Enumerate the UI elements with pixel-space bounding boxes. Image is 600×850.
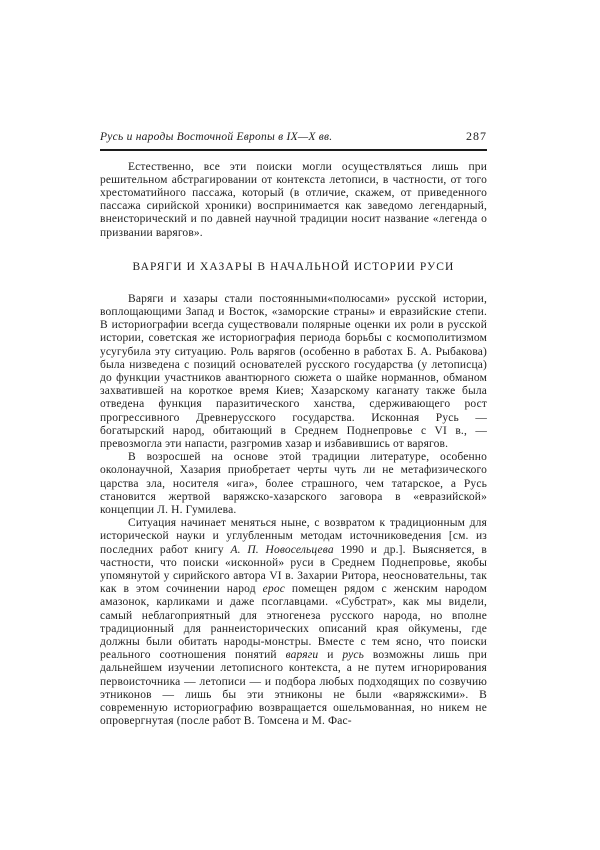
text-segment: Естественно, все эти поиски могли осуществляться лишь при решительном абстрагировании от контекста летописи, в частности, от того хрестоматийного пассажа, который (в отличие, скажем, от приведенного пассажа сирийской хроники) воспринимается как заведомо легендарный, внеисторический и по давней научной традиции носит название «легенда о призвании варягов». <box>100 160 487 239</box>
body-paragraph <box>100 517 487 728</box>
italic-text-segment: ерос <box>262 583 285 596</box>
section-heading: ВАРЯГИ И ХАЗАРЫ В НАЧАЛЬНОЙ ИСТОРИИ РУСИ <box>132 260 455 273</box>
text-segment: возможны лишь при дальнейшем изучении летописного контекста, а не путем игнорирования первоисточника — летописи — и подбора любых подходящих по созвучию этниконов — лишь бы эти этниконы не были «варяжскими». В современную историографию возвращается ошельмованная, но никем не опровергнутая (после работ В. Томсена и М. Фас- <box>100 649 488 728</box>
text-segment: помещен рядом с женским народом амазонок, карликами и даже псоглавцами. «Субстрат», как мы видели, самый неблагоприятный для этногенеза русского народа, но вполне традиционный для раннеисторических описаний края ойкумены, где должны были обитать народы-монстры. Вместе с тем ясно, что поиски реального соотношения понятий <box>100 583 487 662</box>
text-segment: В возросшей на основе этой традиции литературе, особенно околонаучной, Хазария приобретает черты чуть ли не метафизического царства зла, носителя «ига», более страшного, чем татарское, а Русь становится жертвой варяжско-хазарского заговора в «евразийской» концепции Л. Н. Гумилева. <box>100 451 487 516</box>
page-number: 287 <box>466 129 487 143</box>
page-content <box>100 129 487 728</box>
text-segment: 1990 и др.]. Выясняется, в частности, что поиски «исконной» руси в Среднем Поднепровье, якобы упомянутой у сирийского автора VI в. Захарии Ритора, неосновательны, так как в этом сочинении народ <box>100 543 488 596</box>
text-segment: Варяги и хазары стали постоянными«полюсами» русской истории, воплощающими Запад и Восток, «заморские страны» и евразийские степи. В историографии всегда существовали полярные оценки их роли в русской истории, советская же историография периода борьбы с космополитизмом усугубила эту ситуацию. Роль варягов (особенно в работах Б. А. Рыбакова) была низведена с позиций основателей русского государства (у летописца) до функции участников авантюрного сюжета о шайке норманнов, обманом захватившей на короткое время Киев; Хазарскому каганату также была отведена функция паразитического ханства, сдерживающего рост прогрессивного Древнерусского государства. Исконная Русь — богатырский народ, обитающий в Среднем Поднепровье с VI в., — превозмогла эти напасти, разгромив хазар и избавившись от варягов. <box>100 292 487 450</box>
body-paragraph <box>100 451 487 517</box>
intro-paragraphs <box>100 161 487 240</box>
text-segment: и <box>318 649 343 662</box>
text-segment: Ситуация начинает меняться ныне, с возвратом к традиционным для исторической науки и углубленным методам источниковедения [см. из последних работ книгу <box>100 517 487 556</box>
header-rule <box>100 149 487 151</box>
italic-text-segment: русь <box>342 649 365 662</box>
running-title: Русь и народы Восточной Европы в IX—X вв. <box>100 131 333 143</box>
italic-text-segment: А. П. Новосельцева <box>230 543 334 556</box>
section-paragraphs <box>100 293 487 729</box>
body-paragraph <box>100 293 487 451</box>
running-header <box>100 129 487 144</box>
body-paragraph <box>100 161 487 240</box>
italic-text-segment: варяги <box>285 649 319 662</box>
